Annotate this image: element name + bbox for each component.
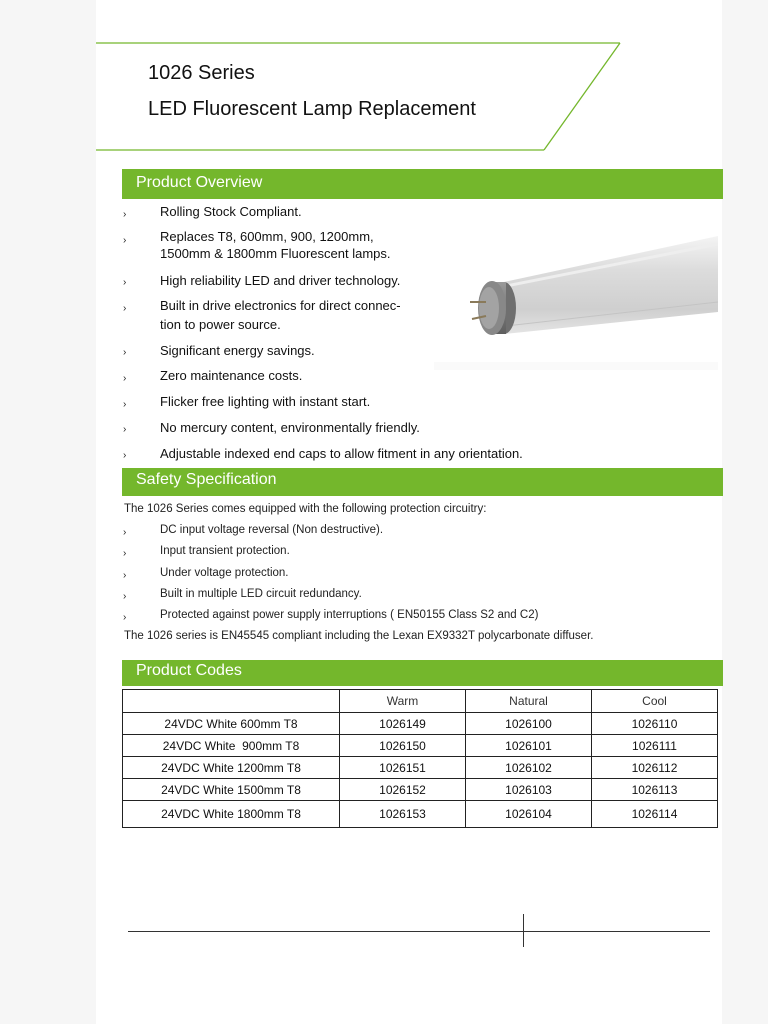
table-row xyxy=(123,713,718,735)
code-cell: 1026104 xyxy=(466,801,592,828)
overview-item: Rolling Stock Compliant. xyxy=(160,204,302,219)
safety-item: Built in multiple LED circuit redundancy. xyxy=(160,588,362,600)
safety-outro: The 1026 series is EN45545 compliant including the Lexan EX9332T polycarbonate diffuser. xyxy=(124,630,594,642)
code-cell: 1026103 xyxy=(466,779,592,801)
bullet-icon: › xyxy=(123,235,127,246)
bullet-icon: › xyxy=(123,209,127,220)
code-cell: 1026149 xyxy=(340,713,466,735)
section-product-codes xyxy=(122,660,723,686)
column-header: Warm xyxy=(340,690,466,713)
section-heading: Safety Specification xyxy=(136,471,277,488)
table-header-row xyxy=(123,690,718,713)
bullet-icon: › xyxy=(123,347,127,358)
bullet-icon: › xyxy=(123,612,127,623)
product-name-cell: 24VDC White 1200mm T8 xyxy=(123,757,340,779)
section-heading: Product Codes xyxy=(136,662,242,679)
bullet-icon: › xyxy=(123,277,127,288)
bullet-icon: › xyxy=(123,570,127,581)
product-name-cell: 24VDC White 900mm T8 xyxy=(123,735,340,757)
code-cell: 1026152 xyxy=(340,779,466,801)
product-name-cell: 24VDC White 1800mm T8 xyxy=(123,801,340,828)
safety-item: Protected against power supply interruptions ( EN50155 Class S2 and C2) xyxy=(160,609,539,621)
page-subtitle: LED Fluorescent Lamp Replacement xyxy=(148,98,476,120)
code-cell: 1026111 xyxy=(592,735,718,757)
bullet-icon: › xyxy=(123,399,127,410)
code-cell: 1026110 xyxy=(592,713,718,735)
bullet-icon: › xyxy=(123,527,127,538)
table-row xyxy=(123,801,718,828)
product-codes-table xyxy=(122,689,718,828)
code-cell: 1026150 xyxy=(340,735,466,757)
bullet-icon: › xyxy=(123,548,127,559)
column-header: Cool xyxy=(592,690,718,713)
overview-item: Significant energy savings. xyxy=(160,343,315,358)
bullet-icon: › xyxy=(123,424,127,435)
code-cell: 1026151 xyxy=(340,757,466,779)
table-row xyxy=(123,757,718,779)
section-safety-specification xyxy=(122,468,723,496)
bullet-icon: › xyxy=(123,591,127,602)
product-name-cell: 24VDC White 600mm T8 xyxy=(123,713,340,735)
overview-item: Replaces T8, 600mm, 900, 1200mm, xyxy=(160,229,374,244)
overview-item: Adjustable indexed end caps to allow fitment in any orientation. xyxy=(160,446,523,461)
safety-intro: The 1026 Series comes equipped with the following protection circuitry: xyxy=(124,503,487,515)
code-cell: 1026100 xyxy=(466,713,592,735)
bullet-icon: › xyxy=(123,373,127,384)
product-image xyxy=(434,222,718,370)
code-cell: 1026153 xyxy=(340,801,466,828)
safety-item: Input transient protection. xyxy=(160,545,290,557)
bullet-icon: › xyxy=(123,303,127,314)
section-heading: Product Overview xyxy=(136,174,263,191)
series-title: 1026 Series xyxy=(148,62,255,84)
product-name-cell: 24VDC White 1500mm T8 xyxy=(123,779,340,801)
code-cell: 1026102 xyxy=(466,757,592,779)
overview-item: High reliability LED and driver technology. xyxy=(160,273,401,288)
code-cell: 1026113 xyxy=(592,779,718,801)
safety-item: Under voltage protection. xyxy=(160,567,289,579)
table-row xyxy=(123,779,718,801)
code-cell: 1026101 xyxy=(466,735,592,757)
column-header: Natural xyxy=(466,690,592,713)
code-cell: 1026114 xyxy=(592,801,718,828)
overview-item: tion to power source. xyxy=(160,317,281,332)
section-product-overview xyxy=(122,169,723,199)
overview-item: Zero maintenance costs. xyxy=(160,368,303,383)
column-header xyxy=(123,690,340,713)
overview-item: Built in drive electronics for direct connec- xyxy=(160,298,401,313)
bullet-icon: › xyxy=(123,450,127,461)
code-cell: 1026112 xyxy=(592,757,718,779)
footer-tick xyxy=(523,914,524,947)
header-frame xyxy=(0,0,768,160)
table-row xyxy=(123,735,718,757)
overview-item: 1500mm & 1800mm Fluorescent lamps. xyxy=(160,246,391,261)
safety-item: DC input voltage reversal (Non destructive). xyxy=(160,524,384,536)
overview-item: No mercury content, environmentally friendly. xyxy=(160,420,420,435)
footer-divider xyxy=(128,931,710,932)
overview-item: Flicker free lighting with instant start. xyxy=(160,394,371,409)
